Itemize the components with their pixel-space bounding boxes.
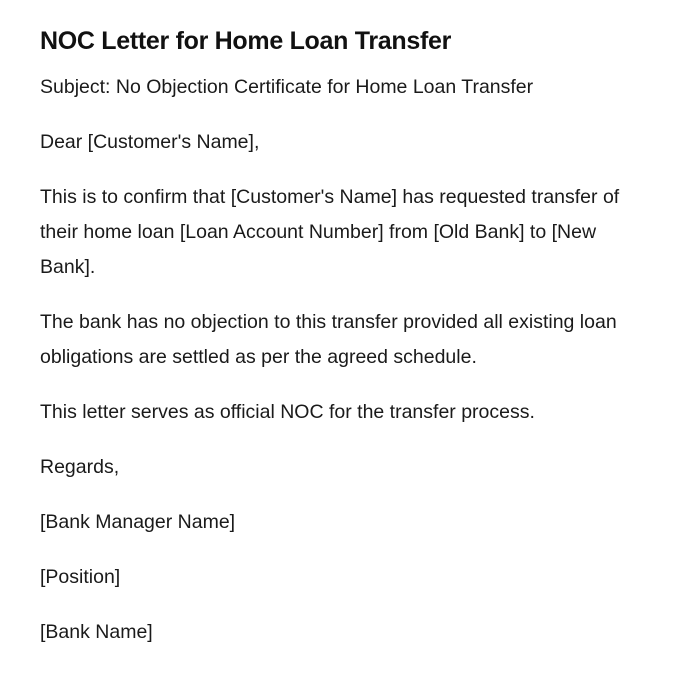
letter-closing: Regards, — [40, 456, 120, 478]
letter-paragraph-confirmation: This is to confirm that [Customer's Name] has requested transfer of their home loan [Loan Account Number] from [Old Bank] to [New Bank]. — [40, 186, 620, 278]
letter-subject: Subject: No Objection Certificate for Home Loan Transfer — [40, 76, 534, 98]
signatory-bank: [Bank Name] — [40, 621, 153, 643]
letter-paragraph-no-objection: The bank has no objection to this transfer provided all existing loan obligations are settled as per the agreed schedule. — [40, 311, 617, 368]
signatory-position: [Position] — [40, 566, 121, 588]
letter-salutation: Dear [Customer's Name], — [40, 131, 260, 153]
letter-title: NOC Letter for Home Loan Transfer — [40, 27, 451, 55]
letter-paragraph-official-noc: This letter serves as official NOC for the transfer process. — [40, 401, 535, 423]
signatory-name: [Bank Manager Name] — [40, 511, 236, 533]
